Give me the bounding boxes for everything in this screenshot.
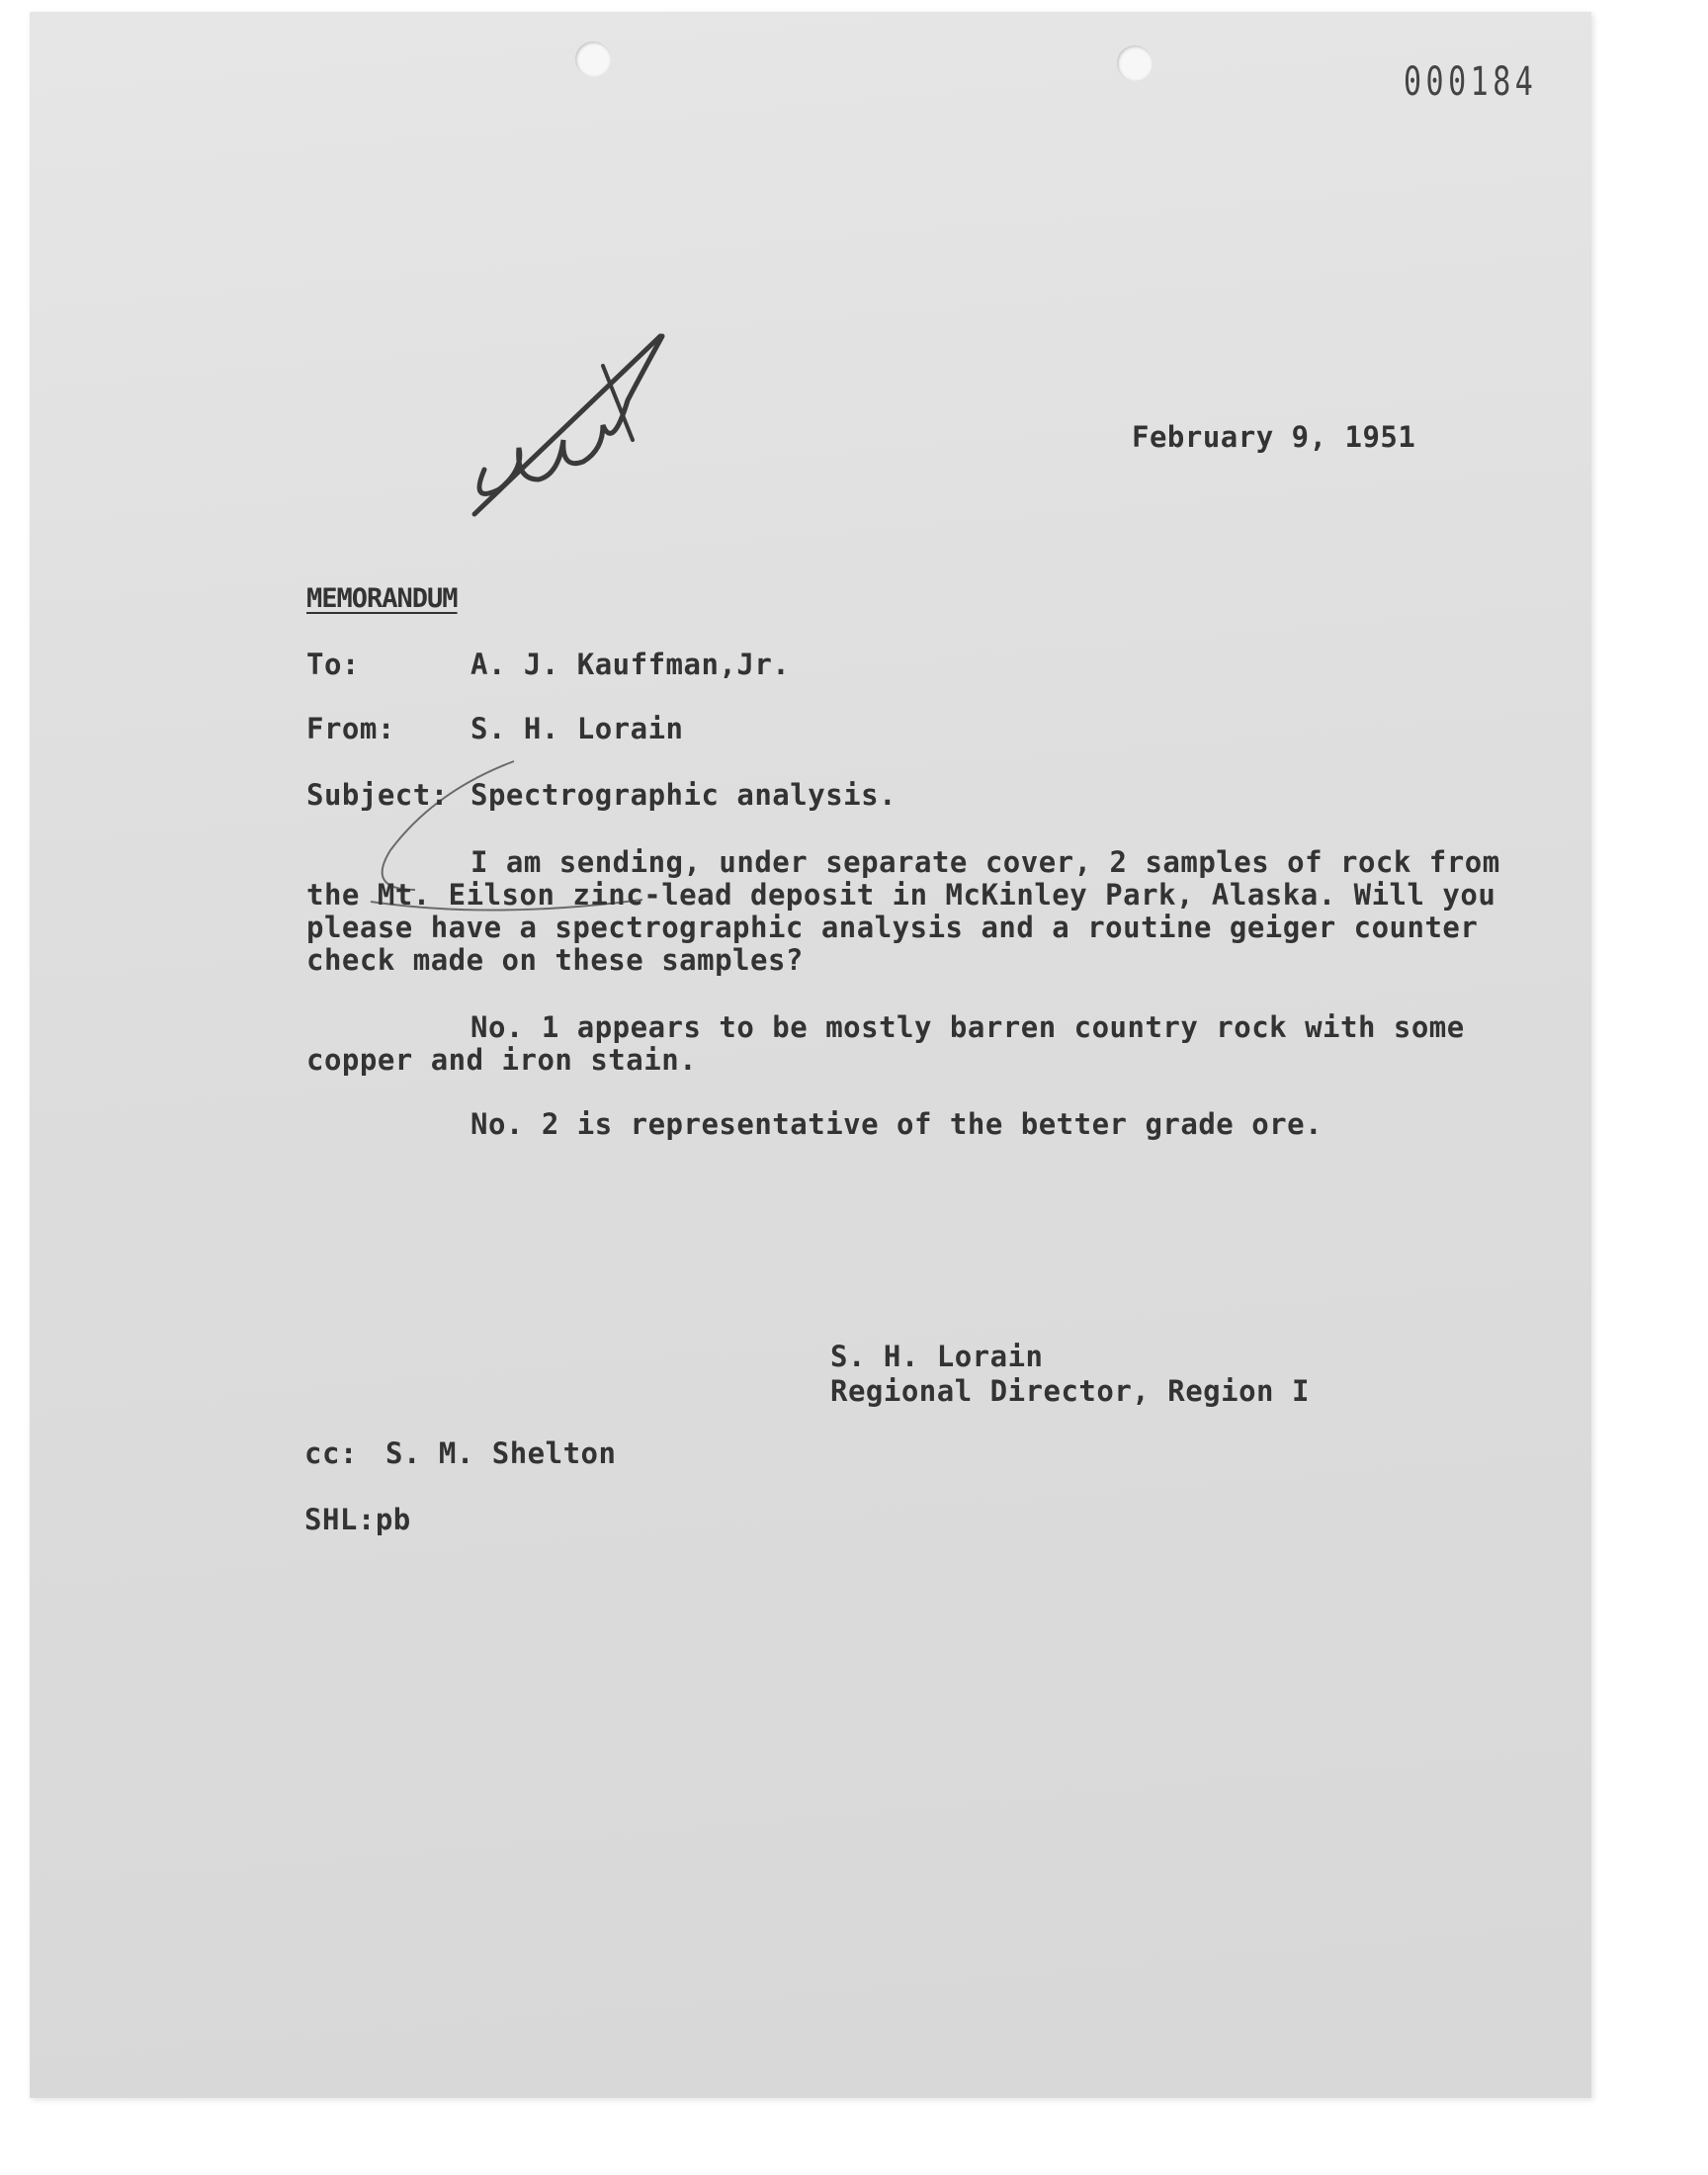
signature-title: Regional Director, Region I: [830, 1374, 1310, 1408]
to-label: To:: [306, 648, 360, 681]
subject-value: Spectrographic analysis.: [470, 778, 897, 812]
handwritten-scribble: [465, 331, 672, 529]
memo-sheet: [30, 12, 1591, 2098]
cc-value: S. M. Shelton: [385, 1436, 617, 1470]
body-paragraph-2-line-1: No. 1 appears to be mostly barren country rock with some: [470, 1010, 1465, 1044]
body-paragraph-2-line-2: copper and iron stain.: [306, 1043, 698, 1077]
body-paragraph-1-line-2: the Mt. Eilson zinc-lead deposit in McKinley Park, Alaska. Will you: [306, 878, 1496, 912]
typist-initials: SHL:pb: [304, 1503, 411, 1536]
body-paragraph-1-line-1: I am sending, under separate cover, 2 samples of rock from: [470, 845, 1500, 879]
signature-name: S. H. Lorain: [830, 1340, 1044, 1373]
punch-hole-left: [575, 42, 611, 77]
document-number: 000184: [1404, 59, 1538, 105]
to-value: A. J. Kauffman,Jr.: [470, 648, 791, 681]
cc-label: cc:: [304, 1436, 358, 1470]
subject-label: Subject:: [306, 778, 449, 812]
body-paragraph-3-line-1: No. 2 is representative of the better grade ore.: [470, 1107, 1324, 1141]
memo-date: February 9, 1951: [1132, 420, 1416, 454]
from-label: From:: [306, 712, 395, 745]
body-paragraph-1-line-3: please have a spectrographic analysis and a routine geiger counter: [306, 911, 1479, 944]
memo-heading: MEMORANDUM: [306, 583, 458, 614]
from-value: S. H. Lorain: [470, 712, 684, 745]
body-paragraph-1-line-4: check made on these samples?: [306, 943, 804, 977]
punch-hole-right: [1117, 45, 1153, 81]
